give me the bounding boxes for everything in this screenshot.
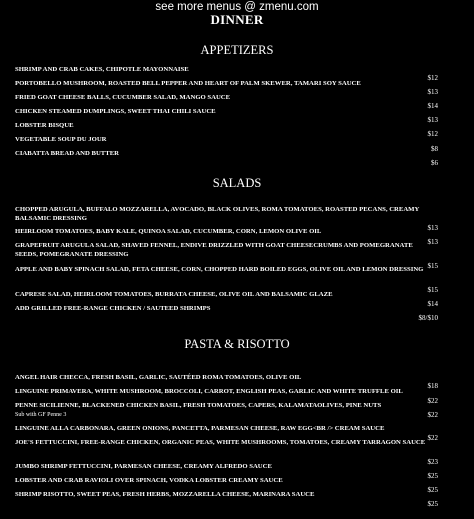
- menu-item: LINGUINE PRIMAVERA, WHITE MUSHROOM, BROCCOLI, CARROT, ENGLISH PEAS, GARLIC AND WHITE TRUFFLE OIL: [15, 388, 403, 395]
- menu-item: SHRIMP AND CRAB CAKES, CHIPOTLE MAYONNAISE: [15, 66, 189, 73]
- price: $8/$10: [418, 314, 438, 322]
- menu-item: ADD GRILLED FREE-RANGE CHICKEN / SAUTEED SHRIMPS: [15, 305, 211, 312]
- menu-item: ANGEL HAIR CHECCA, FRESH BASIL, GARLIC, SAUTÉED ROMA TOMATOES, OLIVE OIL: [15, 374, 302, 381]
- price: $25: [427, 486, 438, 494]
- menu-item: PORTOBELLO MUSHROOM, ROASTED BELL PEPPER AND HEART OF PALM SKEWER, TAMARI SOY SAUCE: [15, 80, 361, 87]
- price: $23: [427, 458, 438, 466]
- section-heading-appetizers: APPETIZERS: [200, 43, 274, 57]
- price: $15: [427, 262, 438, 270]
- menu-item-note: Sub with GF Penne 3: [15, 412, 67, 418]
- menu-item: CIABATTA BREAD AND BUTTER: [15, 150, 119, 157]
- price: $12: [427, 130, 438, 138]
- menu-item: HEIRLOOM TOMATOES, BABY KALE, QUINOA SALAD, CUCUMBER, CORN, LEMON OLIVE OIL: [15, 228, 322, 235]
- price: $8: [431, 145, 438, 153]
- price: $13: [427, 116, 438, 124]
- price: $13: [427, 88, 438, 96]
- menu-item: APPLE AND BABY SPINACH SALAD, FETA CHEESE, CORN, CHOPPED HARD BOILED EGGS, OLIVE OIL AND LEMON DRESSING: [15, 266, 424, 273]
- menu-item: CHICKEN STEAMED DUMPLINGS, SWEET THAI CHILI SAUCE: [15, 108, 216, 115]
- watermark: see more menus @ zmenu.com: [155, 1, 319, 13]
- price: $25: [427, 472, 438, 480]
- menu-item: JUMBO SHRIMP FETTUCCINI, PARMESAN CHEESE, CREAMY ALFREDO SAUCE: [15, 463, 272, 470]
- price: $22: [427, 434, 438, 442]
- menu-item: VEGETABLE SOUP DU JOUR: [15, 136, 107, 143]
- menu-item: CAPRESE SALAD, HEIRLOOM TOMATOES, BURRATA CHEESE, OLIVE OIL AND BALSAMIC GLAZE: [15, 291, 333, 298]
- price: $14: [427, 300, 438, 308]
- menu-item: FRIED GOAT CHEESE BALLS, CUCUMBER SALAD, MANGO SAUCE: [15, 94, 231, 101]
- price: $13: [427, 238, 438, 246]
- section-heading-pasta-risotto: PASTA & RISOTTO: [184, 337, 290, 351]
- section-heading-salads: SALADS: [212, 176, 262, 190]
- price: $14: [427, 102, 438, 110]
- price: $13: [427, 224, 438, 232]
- price: $25: [427, 500, 438, 508]
- price: $22: [427, 411, 438, 419]
- menu-item: LOBSTER AND CRAB RAVIOLI OVER SPINACH, VODKA LOBSTER CREAMY SAUCE: [15, 477, 283, 484]
- price: $15: [427, 286, 438, 294]
- menu-item: JOE'S FETTUCCINI, FREE-RANGE CHICKEN, ORGANIC PEAS, WHITE MUSHROOMS, TOMATOES, CREAMY TARRAGON SAUCE: [15, 439, 426, 446]
- price: $18: [427, 382, 438, 390]
- menu-item: PENNE SICILIENNE, BLACKENED CHICKEN BASIL, FRESH TOMATOES, CAPERS, KALAMATAOLIVES, PINE NUTS: [15, 402, 382, 409]
- menu-item: LINGUINE ALLA CARBONARA, GREEN ONIONS, PANCETTA, PARMESAN CHEESE, RAW EGG<BR /> CREAM SAUCE: [15, 425, 385, 432]
- menu-item: GRAPEFRUIT ARUGULA SALAD, SHAVED FENNEL, ENDIVE DRIZZLED WITH GOAT CHEESECRUMBS AND POMEGRANATE SEEDS, POMEGRANATE DRESSING: [15, 242, 413, 258]
- price: $12: [427, 74, 438, 82]
- menu-item: LOBSTER BISQUE: [15, 122, 74, 129]
- menu-item: SHRIMP RISOTTO, SWEET PEAS, FRESH HERBS, MOZZARELLA CHEESE, MARINARA SAUCE: [15, 491, 315, 498]
- menu-item: CHOPPED ARUGULA, BUFFALO MOZZARELLA, AVOCADO, BLACK OLIVES, ROMA TOMATOES, ROASTED PECANS, CREAMY BALSAMIC DRESSING: [15, 206, 420, 222]
- price: $6: [431, 159, 438, 167]
- menu-title: DINNER: [210, 12, 264, 27]
- price: $22: [427, 397, 438, 405]
